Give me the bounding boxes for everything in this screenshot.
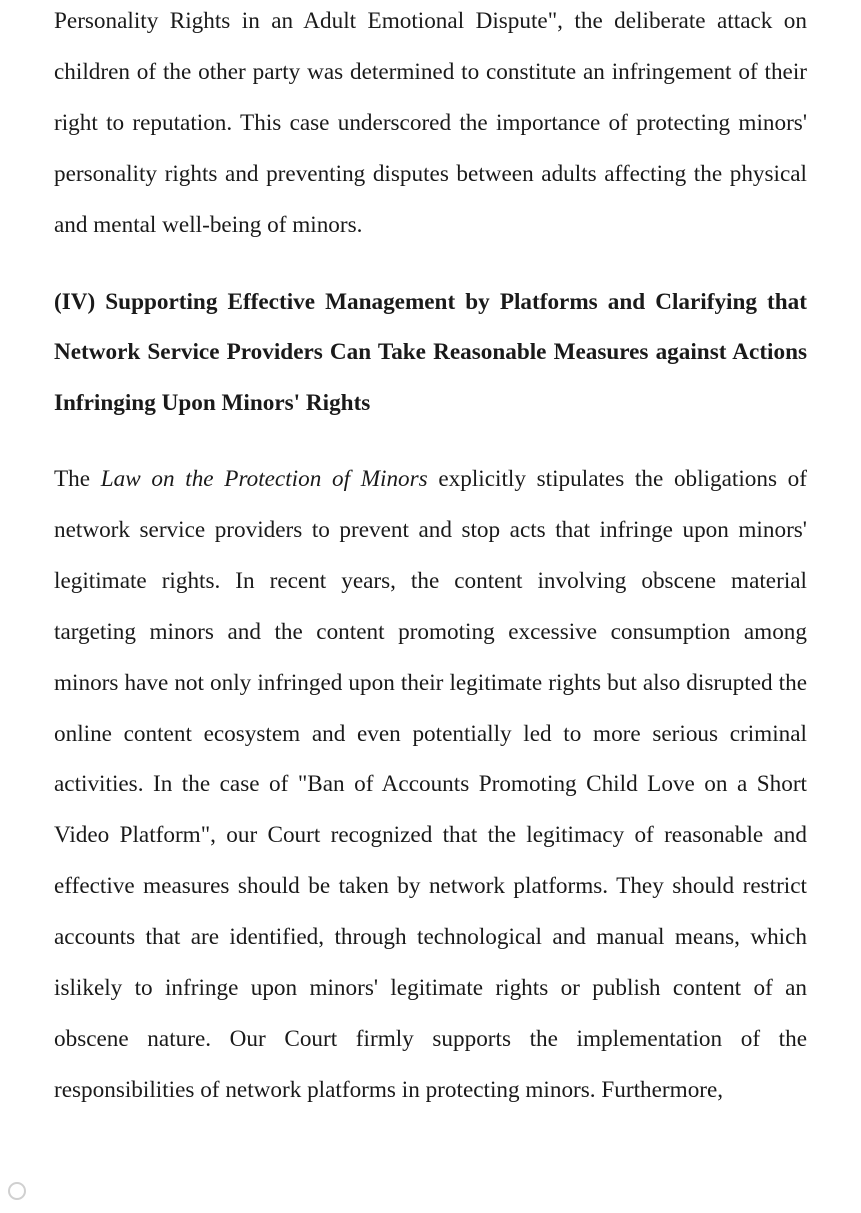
document-page [54,0,807,1116]
section-heading: (IV) Supporting Effective Management by Platforms and Clarifying that Network Service Providers Can Take Reasonable Measures against Actions Infringing Upon Minors' Rights [54,288,807,416]
watermark [8,1182,26,1200]
body-paragraph [54,454,807,1116]
watermark-logo-icon [8,1182,26,1200]
intro-paragraph: Personality Rights in an Adult Emotional Dispute", the deliberate attack on children of the other party was determined to constitute an infringement of their right to reputation. This case underscored the importance of protecting minors' personality rights and preventing disputes between adults affecting the physical and mental well-being of minors. [54,8,807,238]
law-title: Law on the Protection of Minors [100,466,428,493]
body-lead: The [54,466,101,493]
body-text: explicitly stipulates the obligations of network service providers to prevent and stop acts that infringe upon minors' legitimate rights. In recent years, the content involving obscene material targeting minors and the content promoting excessive consumption among minors have not only infringed upon their legitimate rights but also disrupted the online content ecosystem and even potentially led to more serious criminal activities. In the case of "Ban of Accounts Promoting Child Love on a Short Video Platform", our Court recognized that the legitimacy of reasonable and effective measures should be taken by network platforms. They should restrict accounts that are identified, through technological and manual means, which islikely to infringe upon minors' legitimate rights or publish content of an obscene nature. Our Court firmly supports the implementation of the responsibilities of network platforms in protecting minors. Furthermore, [54,466,807,1103]
